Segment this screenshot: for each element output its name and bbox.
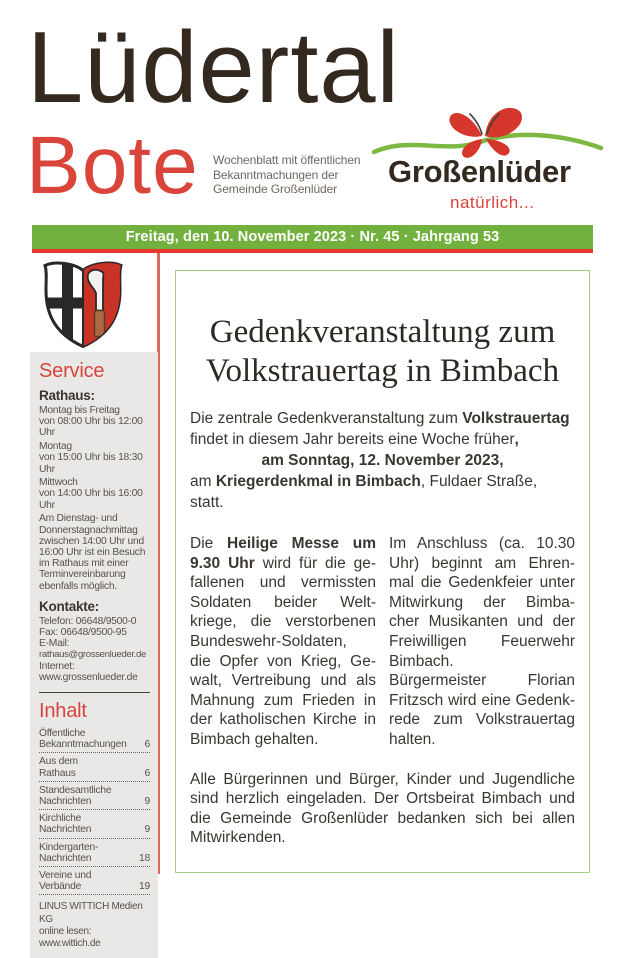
toc-label: Kirchliche bbox=[39, 813, 82, 825]
website-link[interactable]: www.grossenlueder.de bbox=[39, 671, 138, 683]
toc-label: Standesamtliche bbox=[39, 784, 112, 796]
hours-time: von 15:00 Uhr bis 18:30 Uhr bbox=[39, 452, 143, 475]
paper-title-line2: Bote bbox=[26, 120, 199, 211]
toc-page-number: 18 bbox=[139, 852, 150, 864]
toc-label: Aus dem bbox=[39, 756, 78, 768]
toc-item[interactable] bbox=[39, 756, 150, 781]
toc-item[interactable] bbox=[39, 813, 150, 838]
phone-label: Telefon: bbox=[39, 615, 74, 627]
toc-page-number: 6 bbox=[144, 767, 150, 779]
toc-page-number: 9 bbox=[144, 824, 150, 836]
lead-article bbox=[175, 270, 590, 873]
toc-page-number: 19 bbox=[139, 881, 150, 893]
inhalt-heading: Inhalt bbox=[39, 699, 87, 722]
service-panel bbox=[30, 352, 158, 958]
toc-item[interactable] bbox=[39, 842, 150, 867]
paper-title-line1: Lüdertal bbox=[27, 12, 400, 124]
rathaus-heading: Rathaus: bbox=[39, 388, 95, 403]
toc-page-number: 9 bbox=[144, 795, 150, 807]
publisher-info bbox=[39, 901, 150, 950]
paper-description: Wochenblatt mit öffentlichen Bekanntmachungen der Gemeinde Großenlüder bbox=[213, 153, 361, 197]
toc-label: Bekanntmachungen bbox=[39, 739, 127, 751]
fax-line bbox=[39, 627, 150, 638]
opening-hours-entry bbox=[39, 441, 150, 475]
toc-label: Nachrichten bbox=[39, 824, 92, 836]
opening-hours-entry bbox=[39, 477, 150, 511]
toc-label: Rathaus bbox=[39, 767, 76, 779]
article-closing: Alle Bürgerinnen und Bürger, Kinder und Jugendliche sind herzlich eingeladen. Der Ortsbeirat Bimbach und die Gemeinde Großenlüder bedanken sich bei allen Mitwirkenden. bbox=[190, 770, 575, 847]
hours-days: Mittwoch bbox=[39, 477, 78, 489]
toc-item[interactable] bbox=[39, 870, 150, 895]
logo-wordmark: Großenlüder bbox=[388, 154, 571, 189]
toc-label: Nachrichten bbox=[39, 852, 92, 864]
publisher-online-link[interactable]: online lesen: www.wittich.de bbox=[39, 925, 101, 950]
logo-tagline: natürlich... bbox=[450, 193, 535, 212]
fax-label: Fax: bbox=[39, 626, 59, 638]
email-label: E-Mail: bbox=[39, 638, 70, 650]
hours-days: Montag bis Freitag bbox=[39, 405, 120, 416]
appointment-note: Am Dienstag- und Donnerstagnachmittag zwischen 14:00 Uhr und 16:00 Uhr ist ein Besuch im Rathaus mit einer Terminvereinbarung ebenfalls möglich. bbox=[39, 513, 146, 592]
internet-label: Internet: bbox=[39, 660, 75, 672]
sidebar-divider bbox=[39, 692, 150, 693]
toc-item[interactable] bbox=[39, 728, 150, 753]
opening-hours-entry bbox=[39, 405, 150, 439]
hours-time: von 08:00 Uhr bis 12:00 Uhr bbox=[39, 416, 143, 439]
article-headline: Gedenkveranstaltung zum Volkstrauertag in Bimbach bbox=[205, 314, 560, 389]
article-column-right: Im Anschluss (ca. 10.30 Uhr) beginnt am Ehren- mal die Gedenkfeier unter Mitwirkung der Bimba- cher Musikanten und der Freiwilligen Feuerwehr Bimbach. Bürgermeister Florian Fritzsch wird eine Gedenk- rede zum Volkstrauertag halten. bbox=[389, 535, 575, 748]
hours-time: von 14:00 Uhr bis 16:00 Uhr bbox=[39, 488, 143, 511]
toc-label: Vereine und bbox=[39, 870, 92, 881]
publisher-name: LINUS WITTICH Medien KG bbox=[39, 901, 143, 925]
toc-label: Öffentliche bbox=[39, 727, 86, 739]
butterfly-icon bbox=[446, 100, 526, 162]
toc-page-number: 6 bbox=[144, 739, 150, 751]
toc-label: Kindergarten- bbox=[39, 841, 99, 853]
article-columns bbox=[190, 534, 575, 750]
phone-value: 06648/9500-0 bbox=[75, 615, 137, 627]
toc-label: Nachrichten bbox=[39, 795, 92, 807]
red-horizontal-rule bbox=[32, 249, 593, 253]
article-column-left: Die Heilige Messe um 9.30 Uhr wird für die ge- fallenen und vermissten Soldaten beider Welt- kriege, die verstorbenen Bundeswehr-Soldaten, die Opfer von Krieg, Ge- walt, Vertreibung und als Mahnung zum Frieden in der katholischen Kirche in Bimbach gehalten. bbox=[190, 535, 377, 748]
phone-line bbox=[39, 616, 150, 627]
toc-label: Verbände bbox=[39, 881, 82, 893]
article-intro: Die zentrale Gedenkveranstaltung zum Volkstrauertag findet in diesem Jahr bereits eine Woche früher, am Sonntag, 12. November 2023, am Kriegerdenkmal in Bimbach, Fuldaer Straße, statt. bbox=[190, 410, 570, 511]
kontakte-heading: Kontakte: bbox=[39, 598, 100, 614]
toc-item[interactable] bbox=[39, 785, 150, 810]
date-banner: Freitag, den 10. November 2023 · Nr. 45 · Jahrgang 53 bbox=[32, 225, 593, 249]
service-heading: Service bbox=[39, 360, 105, 382]
email-link[interactable]: rathaus@grossenlueder.de bbox=[39, 649, 146, 661]
hours-days: Montag bbox=[39, 441, 72, 453]
municipality-logo bbox=[372, 98, 604, 216]
coat-of-arms-icon bbox=[35, 258, 131, 353]
fax-value: 06648/9500-95 bbox=[60, 626, 127, 638]
